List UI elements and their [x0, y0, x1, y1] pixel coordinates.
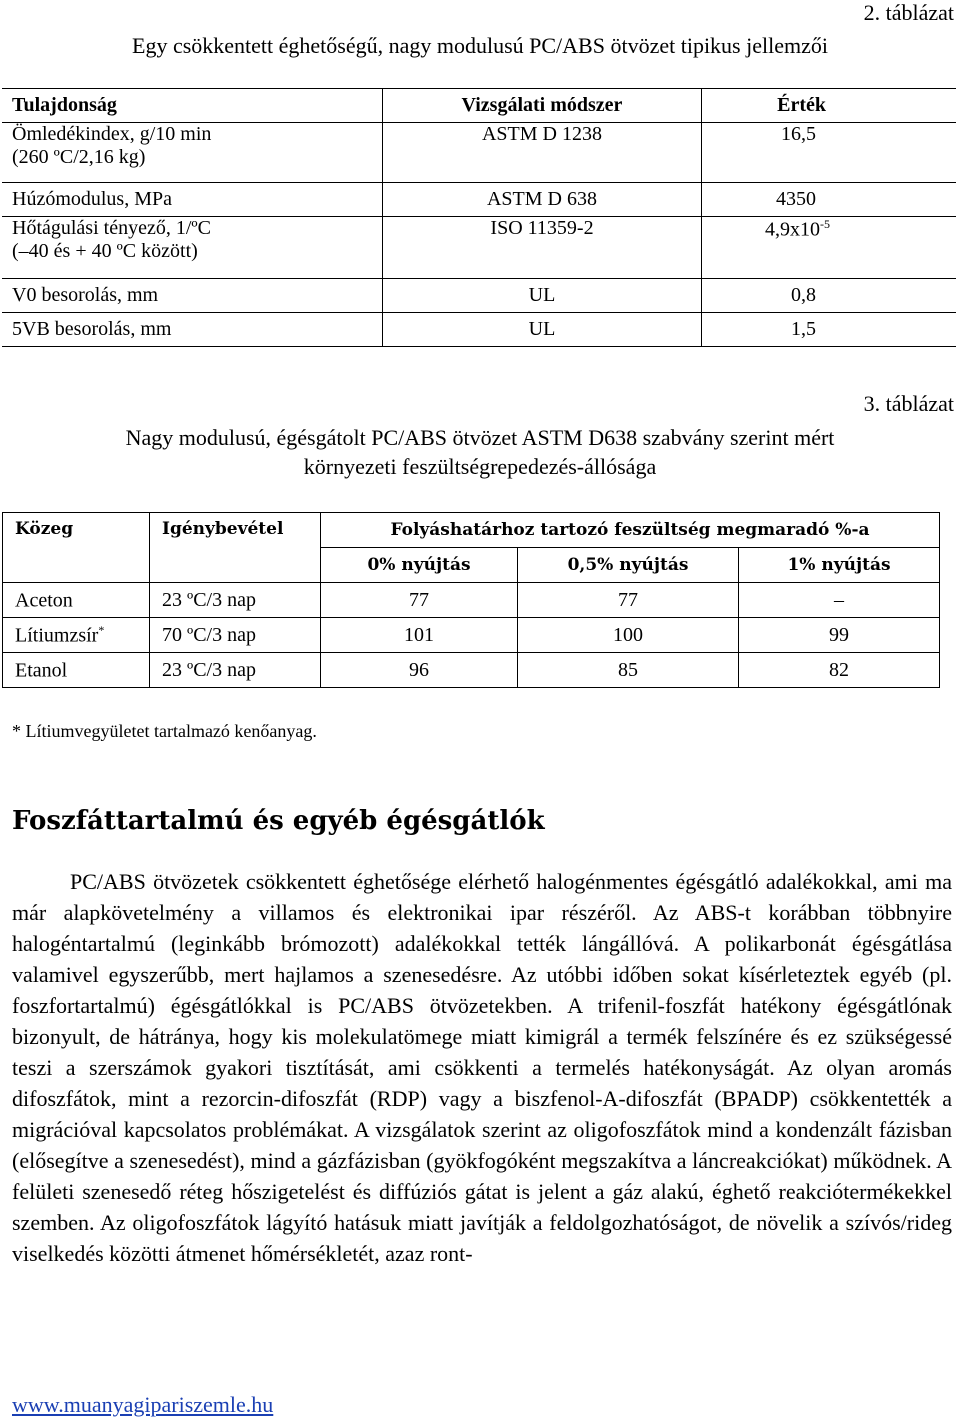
header-medium: Közeg: [3, 513, 150, 583]
value-cell: 0,8: [702, 279, 957, 313]
method-cell: ISO 11359-2: [383, 217, 702, 279]
value-cell: –: [739, 583, 940, 618]
property-cell: [2, 217, 383, 279]
table3-header-row: [3, 513, 940, 548]
property-line: (–40 és + 40 ºC között): [12, 240, 198, 262]
table2-header-row: [2, 89, 956, 123]
table-row: [2, 313, 956, 347]
value-cell: 77: [321, 583, 518, 618]
value-cell: 77: [518, 583, 739, 618]
value-exponent: -5: [820, 217, 830, 231]
table-row: [3, 583, 940, 618]
load-cell: 70 ºC/3 nap: [150, 618, 321, 653]
table-row: [3, 618, 940, 653]
header-0-strain: 0% nyújtás: [321, 548, 518, 583]
medium-cell: [3, 618, 150, 653]
table-row: [2, 217, 956, 279]
property-line: Ömledékindex, g/10 min: [12, 123, 212, 145]
value-cell: 16,5: [702, 123, 957, 183]
table3: [2, 512, 940, 688]
header-value: Érték: [702, 89, 957, 123]
property-line: Hőtágulási tényező, 1/ºC: [12, 217, 211, 239]
method-cell: UL: [383, 313, 702, 347]
value-cell: [702, 217, 957, 279]
table3-title-line2: környezeti feszültségrepedezés-állósága: [303, 454, 657, 479]
property-cell: [2, 123, 383, 183]
table-row: [2, 123, 956, 183]
property-cell: 5VB besorolás, mm: [2, 313, 383, 347]
value-cell: 4350: [702, 183, 957, 217]
value-cell: 96: [321, 653, 518, 688]
value-cell: 85: [518, 653, 739, 688]
medium-name: Etanol: [15, 659, 68, 682]
value-cell: 101: [321, 618, 518, 653]
table3-label: 3. táblázat: [863, 391, 954, 416]
method-cell: UL: [383, 279, 702, 313]
header-load: Igénybevétel: [150, 513, 321, 583]
header-group: Folyáshatárhoz tartozó feszültség megmaradó %-a: [321, 513, 940, 548]
value-cell: 82: [739, 653, 940, 688]
header-method: Vizsgálati módszer: [383, 89, 702, 123]
medium-cell: [3, 653, 150, 688]
table2-title: Egy csökkentett éghetőségű, nagy modulusú PC/ABS ötvözet tipikus jellemzői: [132, 33, 828, 58]
footer-website-link[interactable]: www.muanyagipariszemle.hu: [12, 1392, 274, 1417]
method-cell: ASTM D 1238: [383, 123, 702, 183]
table-row: [2, 183, 956, 217]
section-heading: Foszfáttartalmú és egyéb égésgátlók: [12, 806, 545, 836]
value-base: 4,9x10: [765, 218, 820, 241]
property-line: (260 ºC/2,16 kg): [12, 146, 146, 168]
table3-footnote: * Lítiumvegyületet tartalmazó kenőanyag.: [12, 721, 317, 741]
table-row: [3, 653, 940, 688]
table2-label: 2. táblázat: [863, 0, 954, 25]
medium-cell: [3, 583, 150, 618]
load-cell: 23 ºC/3 nap: [150, 583, 321, 618]
property-cell: V0 besorolás, mm: [2, 279, 383, 313]
table-row: [2, 279, 956, 313]
header-1-strain: 1% nyújtás: [739, 548, 940, 583]
property-cell: Húzómodulus, MPa: [2, 183, 383, 217]
load-cell: 23 ºC/3 nap: [150, 653, 321, 688]
table3-title-line1: Nagy modulusú, égésgátolt PC/ABS ötvözet ASTM D638 szabvány szerint mért: [125, 425, 835, 450]
value-cell: 100: [518, 618, 739, 653]
header-property: Tulajdonság: [2, 89, 383, 123]
header-05-strain: 0,5% nyújtás: [518, 548, 739, 583]
body-paragraph: PC/ABS ötvözetek csökkentett éghetősége elérhető halogénmentes égésgátló adalékokkal, ami ma már alapkövetelmény a villamos és elektronikai ipar részéről. Az ABS-t korábban többnyire halogéntartalmú (leginkább brómozott) adalékokkal tették lángállóvá. A polikarbonát égésgátlása valamivel egyszerűbb, mert hajlamos a szenesedésre. Az utóbbi időben sokat kísérleteztek egyéb (pl. foszfortartalmú) égésgátlókkal is PC/ABS ötvözetekben. A trifenil-foszfát hatékony égésgátlónak bizonyult, de hátránya, hogy kis molekulatömege miatt kimigrál a termék felszínére és ez szükségessé teszi a szerszámok gyakori tisztítását, ami csökkenti a termelés hatékonyságát. Az olyan aromás difoszfátok, mint a rezorcin-difoszfát (RDP) vagy a biszfenol-A-difoszfát (BPADP) csökkentették a migrációval kapcsolatos problémákat. A vizsgálatok szerint az oligofoszfátok mind a kondenzált fázisban (elősegítve a szenesedést), mind a gázfázisban (gyökfogóként megszakítva a láncreakciókat) működnek. A felületi szenesedő réteg hőszigetelést és diffúziós gátat is jelent a gáz alakú, éghető reakciótermékekkel szemben. Az oligofoszfátok lágyító hatásuk miatt javítják a feldolgozhatóságot, de növelik a szívós/rideg viselkedés közötti átmenet hőmérsékletét, azaz ront-: [12, 869, 952, 1266]
medium-name: Aceton: [15, 589, 73, 612]
method-cell: ASTM D 638: [383, 183, 702, 217]
section-body: [12, 866, 952, 1269]
footnote-mark: *: [98, 622, 105, 637]
table2: [2, 88, 956, 347]
medium-name: Lítiumzsír: [15, 624, 99, 647]
value-cell: 1,5: [702, 313, 957, 347]
value-cell: 99: [739, 618, 940, 653]
